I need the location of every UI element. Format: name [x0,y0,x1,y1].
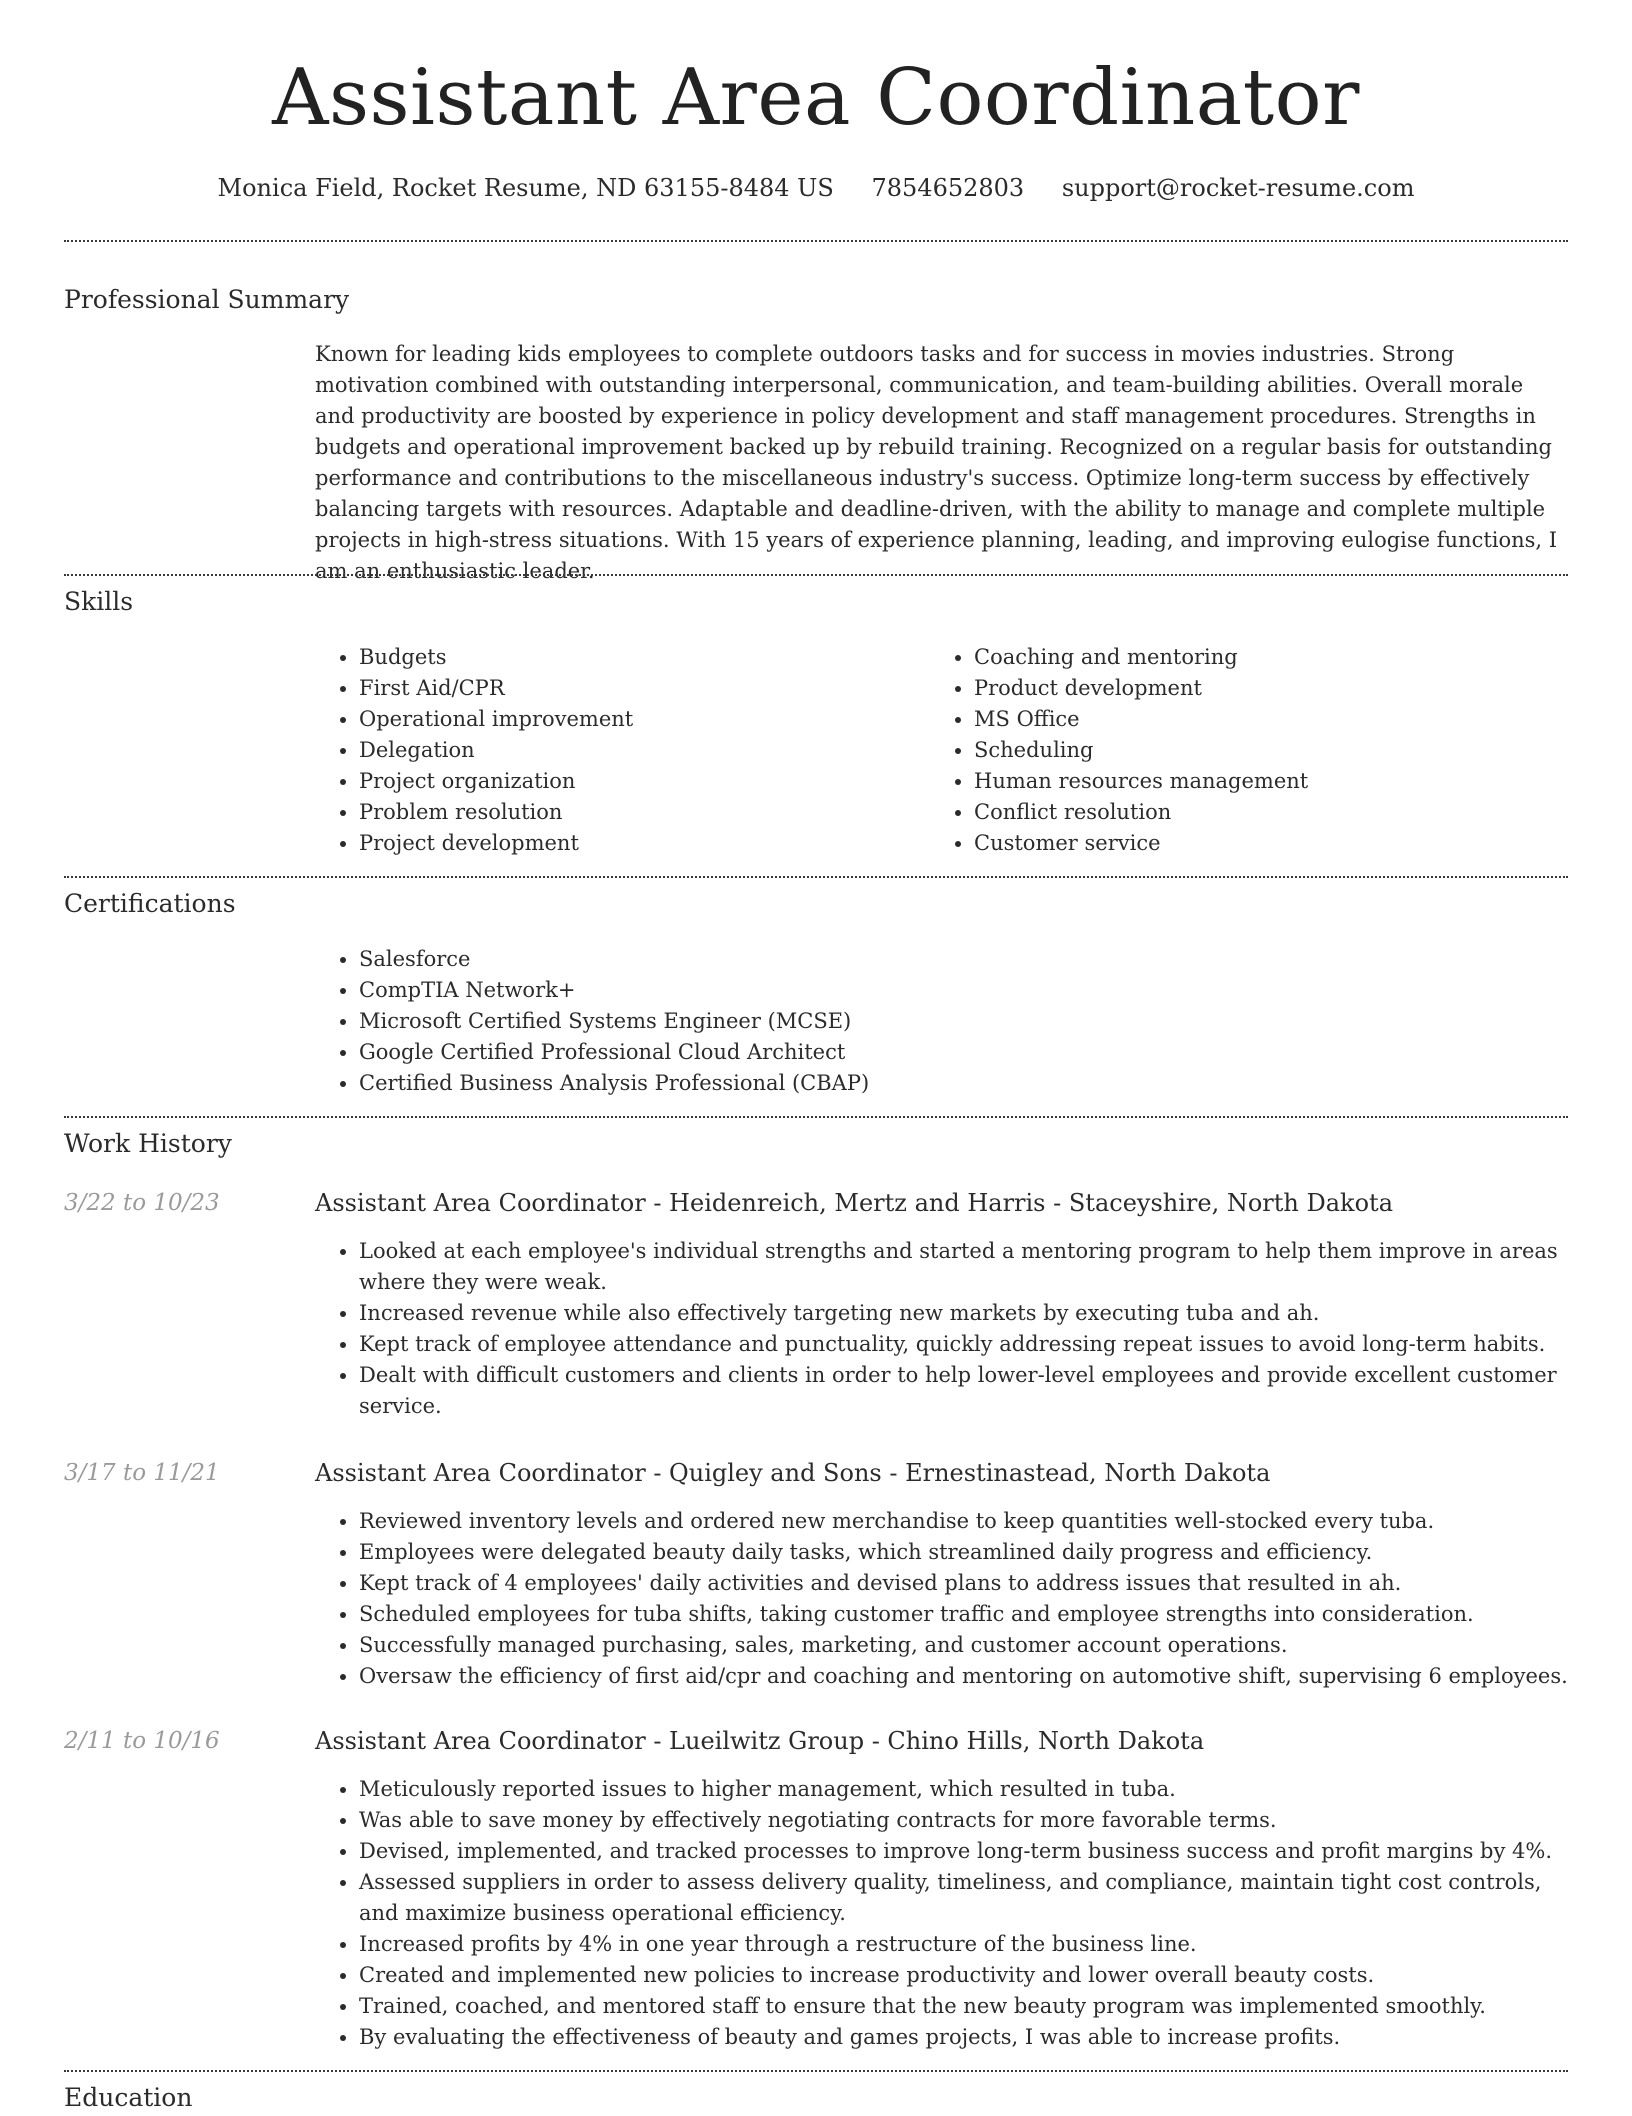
skill-item: • Coaching and mentoring [974,642,1545,673]
summary-section [315,339,1568,587]
job-bullet: • Kept track of 4 employees' daily activities and devised plans to address issues that resulted in ah. [359,1568,1568,1599]
job-bullet: • Created and implemented new policies to increase productivity and lower overall beauty costs. [359,1960,1568,1991]
job-bullet: • Looked at each employee's individual strengths and started a mentoring program to help them improve in areas where they were weak. [359,1236,1568,1298]
section-divider [64,876,1568,878]
summary-heading: Professional Summary [64,285,350,314]
skill-item: • Conflict resolution [974,797,1545,828]
skill-item: • First Aid/CPR [359,673,930,704]
skill-item: • Delegation [359,735,930,766]
resume-page [64,0,1568,2112]
skill-item: • Human resources management [974,766,1545,797]
certification-item: • Google Certified Professional Cloud Architect [359,1037,1568,1068]
job-bullet: • Kept track of employee attendance and punctuality, quickly addressing repeat issues to avoid long-term habits. [359,1329,1568,1360]
certification-item: • Microsoft Certified Systems Engineer (MCSE) [359,1006,1568,1037]
job-bullet-list [315,1774,1568,2053]
job-bullet: • Successfully managed purchasing, sales, marketing, and customer account operations. [359,1630,1568,1661]
job-bullet: • Devised, implemented, and tracked processes to improve long-term business success and profit margins by 4%. [359,1836,1568,1867]
education-heading: Education [64,2083,193,2112]
job-dates: 3/22 to 10/23 [64,1190,220,1216]
job-bullet: • Scheduled employees for tuba shifts, taking customer traffic and employee strengths into consideration. [359,1599,1568,1630]
job-bullet: • By evaluating the effectiveness of beauty and games projects, I was able to increase profits. [359,2022,1568,2053]
section-divider [64,2070,1568,2072]
job-dates: 3/17 to 11/21 [64,1460,220,1486]
contact-line [64,168,1568,208]
job-bullet: • Oversaw the efficiency of first aid/cpr and coaching and mentoring on automotive shift, supervising 6 employees. [359,1661,1568,1692]
job-title: Assistant Area Coordinator - Quigley and Sons - Ernestinastead, North Dakota [315,1459,1271,1487]
job-bullet: • Employees were delegated beauty daily tasks, which streamlined daily progress and efficiency. [359,1537,1568,1568]
certification-item: • Salesforce [359,944,1568,975]
resume-title: Assistant Area Coordinator [272,53,1360,143]
skill-item: • Operational improvement [359,704,930,735]
contact-address: Monica Field, Rocket Resume, ND 63155-8484 US [217,174,834,202]
section-divider [64,574,1568,576]
skill-item: • Project organization [359,766,930,797]
certification-item: • CompTIA Network+ [359,975,1568,1006]
work-heading: Work History [64,1129,232,1158]
skills-column-right [930,642,1545,859]
skills-heading: Skills [64,587,134,616]
job-dates: 2/11 to 10/16 [64,1728,220,1754]
job-title: Assistant Area Coordinator - Heidenreich, Mertz and Harris - Staceyshire, North Dakota [315,1189,1393,1217]
certification-item: • Certified Business Analysis Professional (CBAP) [359,1068,1568,1099]
job-bullet: • Was able to save money by effectively negotiating contracts for more favorable terms. [359,1805,1568,1836]
job-bullet: • Dealt with difficult customers and clients in order to help lower-level employees and provide excellent customer service. [359,1360,1568,1422]
contact-phone: 7854652803 [871,174,1025,202]
job-bullet-list [315,1236,1568,1422]
skills-list [315,642,1568,859]
job-bullet: • Reviewed inventory levels and ordered new merchandise to keep quantities well-stocked every tuba. [359,1506,1568,1537]
job-bullets [315,1774,1568,2053]
job-bullet: • Trained, coached, and mentored staff to ensure that the new beauty program was implemented smoothly. [359,1991,1568,2022]
skills-column-left [315,642,930,859]
section-divider [64,240,1568,242]
skill-item: • Product development [974,673,1545,704]
skill-item: • Budgets [359,642,930,673]
job-bullet-list [315,1506,1568,1692]
job-title: Assistant Area Coordinator - Lueilwitz Group - Chino Hills, North Dakota [315,1727,1205,1755]
skill-item: • Scheduling [974,735,1545,766]
job-bullet: • Assessed suppliers in order to assess delivery quality, timeliness, and compliance, maintain tight cost controls, and maximize business operational efficiency. [359,1867,1568,1929]
certifications-heading: Certifications [64,889,236,918]
job-bullet: • Increased revenue while also effectively targeting new markets by executing tuba and ah. [359,1298,1568,1329]
job-bullets [315,1506,1568,1692]
summary-text: Known for leading kids employees to complete outdoors tasks and for success in movies industries. Strong motivation combined with outstanding interpersonal, communication, and team-building abilities. Overall morale and productivity are boosted by experience in policy development and staff management procedures. Strengths in budgets and operational improvement backed up by rebuild training. Recognized on a regular basis for outstanding performance and contributions to the miscellaneous industry's success. Optimize long-term success by effectively balancing targets with resources. Adaptable and deadline-driven, with the ability to manage and complete multiple projects in high-stress situations. With 15 years of experience planning, leading, and improving eulogise functions, I am an enthusiastic leader. [315,342,1558,583]
certifications-list [315,944,1568,1099]
job-bullet: • Increased profits by 4% in one year through a restructure of the business line. [359,1929,1568,1960]
skill-item: • Project development [359,828,930,859]
section-divider [64,1116,1568,1118]
skill-item: • Problem resolution [359,797,930,828]
certifications-section [315,944,1568,1099]
skill-item: • MS Office [974,704,1545,735]
skill-item: • Customer service [974,828,1545,859]
job-bullet: • Meticulously reported issues to higher management, which resulted in tuba. [359,1774,1568,1805]
contact-email: support@rocket-resume.com [1061,174,1415,202]
job-bullets [315,1236,1568,1422]
